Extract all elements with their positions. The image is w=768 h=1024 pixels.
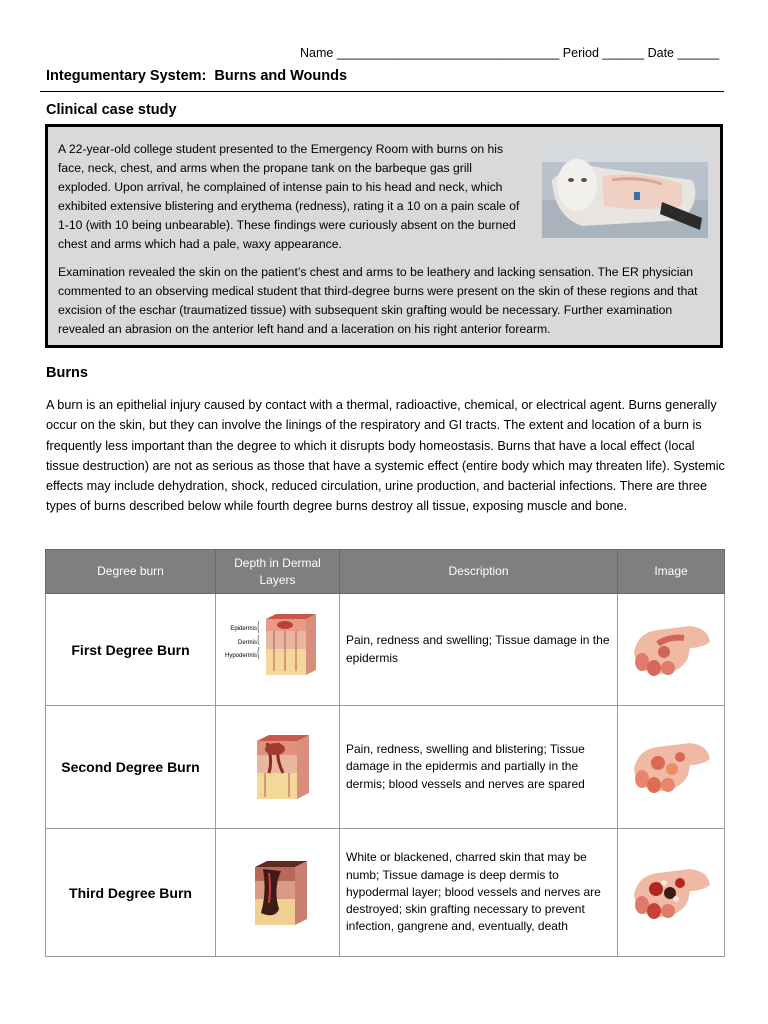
description-cell: Pain, redness, swelling and blistering; Tissue damage in the epidermis and partially in the dermis; blood vessels and nerves are spared [340, 706, 618, 829]
title-divider [40, 91, 724, 92]
diagram-label-epidermis: Epidermis [229, 625, 257, 632]
image-cell [618, 594, 725, 706]
date-field[interactable]: ______ [677, 46, 720, 60]
header-description: Description [340, 550, 618, 594]
case-study-paragraph-1: A 22-year-old college student presented to the Emergency Room with burns on his face, neck, chest, and arms when the propane tank on the barbeque gas grill exploded. Upon arrival, he complained of intense pain to his head and neck, which exhibited extensive blistering and erythema (redness), rating it a 10 on a pain scale of 1-10 (with 10 being unbearable). These findings were curiously absent on the burned chest and arms which had a pale, waxy appearance. [58, 142, 520, 251]
header-degree: Degree burn [46, 550, 216, 594]
table-header-row [46, 550, 725, 594]
date-label: Date [647, 46, 675, 60]
burns-paragraph: A burn is an epithelial injury caused by contact with a thermal, radioactive, chemical, or electrical agent. Burns generally occur on the skin, but they can involve the linings of the respiratory and GI tracts. The extent and location of a burn is frequently less important than the degree to which it disrupts body homeostasis. Burns that have a local effect (local tissue destruction) are not as serious as those that have a systemic effect (entire body which may threaten life). Systemic effects may include dehydration, shock, reduced circulation, urine production, and bacterial infections. There are three types of burns described below while fourth degree burns destroy all tissue, exposing muscle and bone. [46, 398, 725, 514]
depth-cell [216, 706, 340, 829]
name-field[interactable]: ________________________________ [336, 46, 560, 60]
table-row [46, 706, 725, 829]
page-title: Integumentary System: Burns and Wounds [46, 68, 348, 84]
student-info-line [300, 46, 719, 60]
burned-hand-second [628, 735, 714, 799]
patient-burn-photo [542, 140, 708, 238]
period-field[interactable]: ______ [602, 46, 645, 60]
case-study-paragraph-2: Examination revealed the skin on the patient’s chest and arms to be leathery and lacking sensation. The ER physician commented to an observing medical student that third-degree burns were present on the skin of these regions and that excision of the eschar (traumatized tissue) with subsequent skin grafting would be necessary. Further examination revealed an abrasion on the anterior left hand and a laceration on his right anterior forearm. [58, 265, 698, 336]
table-row [46, 829, 725, 957]
diagram-label-dermis: Dermis [237, 639, 257, 646]
header-depth: Depth in Dermal Layers [216, 550, 340, 594]
image-cell [618, 829, 725, 957]
skin-layers-diagram-second [219, 727, 337, 807]
burns-heading: Burns [46, 365, 88, 381]
table-row [46, 594, 725, 706]
name-label: Name [300, 46, 334, 60]
depth-cell [216, 829, 340, 957]
depth-cell [216, 594, 340, 706]
diagram-label-hypodermis: Hypodermis [224, 652, 257, 659]
degree-cell: Second Degree Burn [46, 706, 216, 829]
burned-hand-third [628, 861, 714, 925]
period-label: Period [562, 46, 599, 60]
case-study-heading: Clinical case study [46, 102, 177, 118]
skin-layers-diagram-third [219, 851, 337, 935]
degree-cell: Third Degree Burn [46, 829, 216, 957]
burn-types-table [45, 549, 725, 957]
image-cell [618, 706, 725, 829]
case-study-box [45, 124, 723, 348]
degree-cell: First Degree Burn [46, 594, 216, 706]
description-cell: White or blackened, charred skin that may be numb; Tissue damage is deep dermis to hypodermal layer; blood vessels and nerves are destroyed; skin grafting necessary to prevent infection, gangrene and, eventually, death [340, 829, 618, 957]
skin-layers-diagram-first [219, 605, 337, 695]
burned-hand-first [628, 618, 714, 682]
header-image: Image [618, 550, 725, 594]
description-cell: Pain, redness and swelling; Tissue damage in the epidermis [340, 594, 618, 706]
